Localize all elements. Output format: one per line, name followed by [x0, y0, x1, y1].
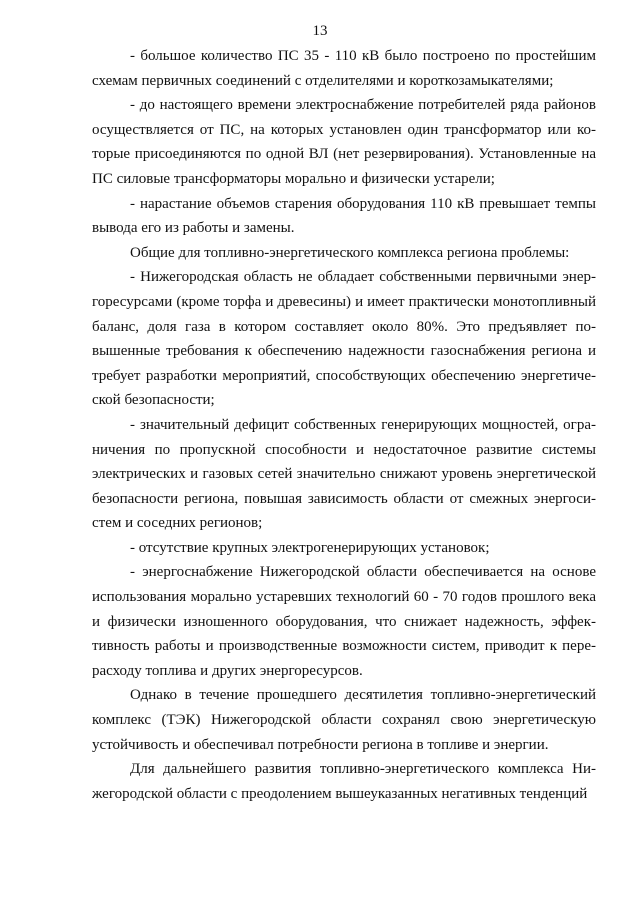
paragraph: Однако в течение прошедшего десятилетия топливно-энергетический комплекс (ТЭК) Нижегородской области сохранял свою энергетическую устойчивость и обеспечивал потребности региона в топливе и энергии. [92, 687, 596, 753]
page-number: 13 [312, 23, 328, 39]
paragraph: - значительный дефицит собственных генерирующих мощностей, ограничения по пропускной способности и недостаточное развитие системы электрических и газовых сетей значительно снижают уровень энергетической безопасности региона, повышая зависимость области от смежных энергосистем и соседних регионов; [92, 416, 596, 532]
paragraph: - большое количество ПС 35 - 110 кВ было построено по простейшим схемам первичных соединений с отделителями и короткозамыкателями; [92, 48, 596, 89]
paragraph: Общие для топливно-энергетического комплекса региона проблемы: [130, 244, 570, 261]
paragraph: - отсутствие крупных электрогенерирующих установок; [130, 539, 490, 556]
paragraph: Для дальнейшего развития топливно-энергетического комплекса Нижегородской области с преодолением вышеуказанных негативных тенденций [92, 761, 596, 802]
paragraph: - энергоснабжение Нижегородской области обеспечивается на основе использования морально устаревших технологий 60 - 70 годов прошлого века и физически изношенного оборудования, что снижает надежность, эффективность работы и производственные возможности систем, приводит к перерасходу топлива и других энергоресурсов. [92, 564, 596, 679]
paragraph: - нарастание объемов старения оборудования 110 кВ превышает темпы вывода его из работы и замены. [92, 195, 596, 237]
document-body [92, 44, 596, 806]
paragraph: - Нижегородская область не обладает собственными первичными энергоресурсами (кроме торфа и древесины) и имеет практически монотопливный баланс, доля газа в котором составляет около 80%. Это предъявляет повышенные требования к обеспечению надежности газоснабжения региона и требует разработки мероприятий, способствующих обеспечению энергетической безопасности; [92, 269, 596, 409]
paragraph: - до настоящего времени электроснабжение потребителей ряда районов осуществляется от ПС, на которых установлен один трансформатор или которые присоединяются по одной ВЛ (нет резервирования). Установленные на ПС силовые трансформаторы морально и физически устарели; [92, 97, 596, 187]
